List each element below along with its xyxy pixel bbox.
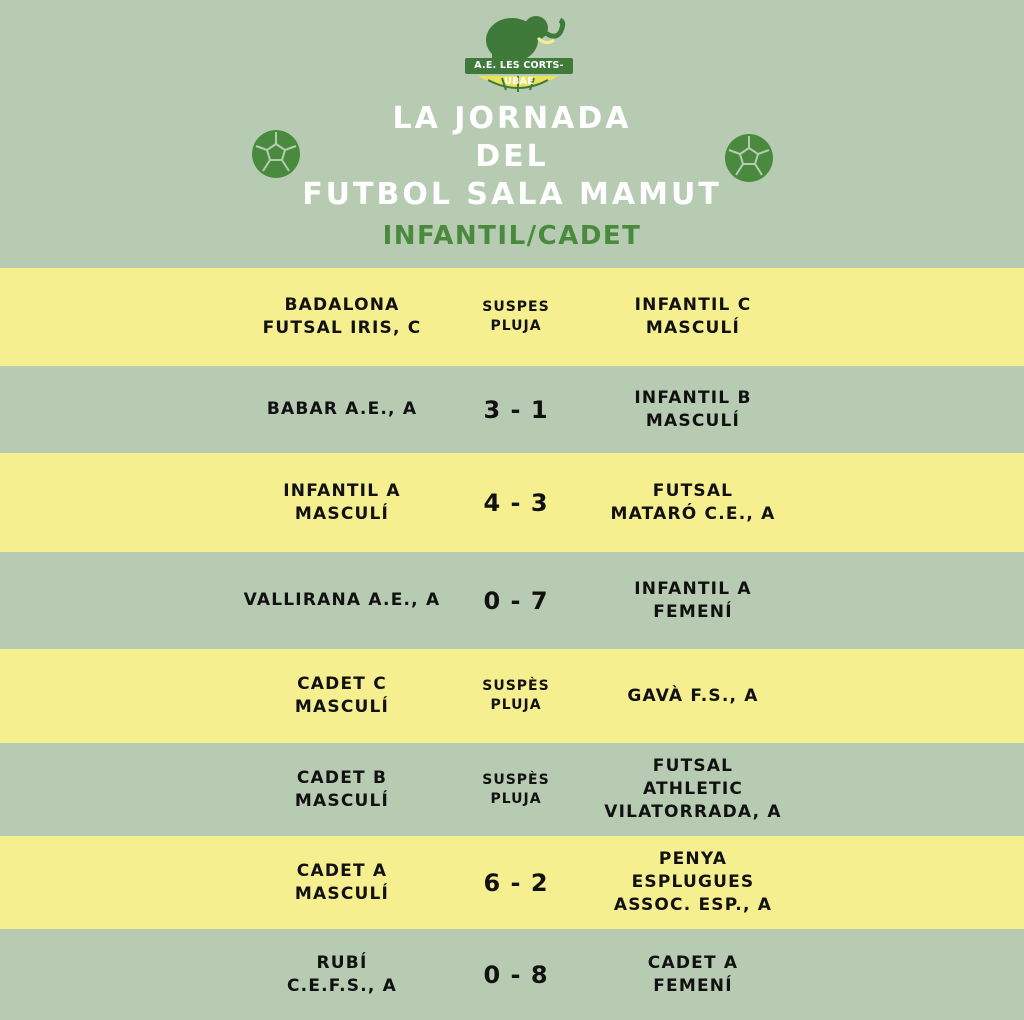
- page-title-line-1: LA JORNADA: [392, 101, 632, 136]
- match-score: SUSPÈS PLUJA: [482, 678, 550, 713]
- page-subtitle: INFANTIL/CADET: [382, 221, 642, 251]
- page-title-line-2: DEL: [475, 139, 549, 174]
- away-team: PENYA ESPLUGUES ASSOC. ESP., A: [613, 849, 773, 915]
- match-score: SUSPÈS PLUJA: [482, 771, 550, 807]
- match-score: 0 - 7: [483, 586, 549, 615]
- match-row: [0, 453, 1024, 552]
- soccer-ball-icon: [724, 133, 774, 183]
- match-row: [0, 743, 1024, 836]
- away-team: CADET A FEMENÍ: [647, 952, 739, 996]
- page-title-line-3: FUTBOL SALA MAMUT: [302, 177, 722, 212]
- soccer-ball-icon: [251, 129, 301, 179]
- match-score: 6 - 2: [483, 868, 549, 897]
- home-team: CADET B MASCULÍ: [294, 767, 390, 811]
- home-team: BADALONA FUTSAL IRIS, C: [262, 295, 422, 338]
- away-team: INFANTIL C MASCULÍ: [634, 295, 752, 338]
- match-score: 3 - 1: [483, 395, 549, 424]
- away-team: INFANTIL B MASCULÍ: [634, 387, 752, 431]
- match-score: 0 - 8: [483, 960, 549, 989]
- match-score: SUSPES PLUJA: [482, 299, 550, 334]
- home-team: INFANTIL A MASCULÍ: [283, 480, 401, 524]
- match-row: [0, 268, 1024, 366]
- match-row: [0, 366, 1024, 453]
- header: [0, 0, 1024, 268]
- home-team: BABAR A.E., A: [266, 399, 418, 419]
- away-team: GAVÀ F.S., A: [627, 685, 759, 706]
- match-row: [0, 649, 1024, 743]
- match-row: [0, 552, 1024, 649]
- home-team: CADET A MASCULÍ: [294, 860, 390, 904]
- away-team: FUTSAL ATHLETIC VILATORRADA, A: [604, 756, 782, 822]
- home-team: CADET C MASCULÍ: [294, 674, 390, 717]
- match-row: [0, 929, 1024, 1020]
- logo-text: A.E. LES CORTS-UBAE: [465, 58, 573, 74]
- home-team: RUBÍ C.E.F.S., A: [286, 952, 397, 996]
- away-team: FUTSAL MATARÓ C.E., A: [610, 480, 776, 524]
- away-team: INFANTIL A FEMENÍ: [634, 578, 752, 622]
- home-team: VALLIRANA A.E., A: [243, 590, 441, 610]
- match-row: [0, 836, 1024, 929]
- match-score: 4 - 3: [483, 488, 549, 517]
